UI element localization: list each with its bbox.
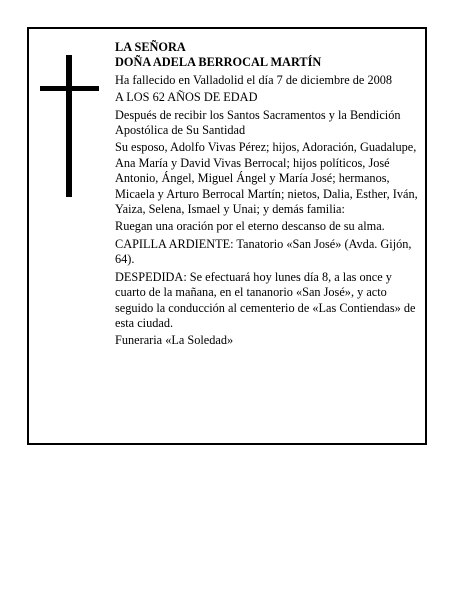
- cross-horizontal-bar: [40, 86, 99, 91]
- deceased-name: DOÑA ADELA BERROCAL MARTÍN: [115, 55, 322, 70]
- prayer-request: Ruegan una oración por el eterno descanso de su alma.: [115, 219, 385, 234]
- cross-vertical-bar: [66, 55, 72, 197]
- death-statement: Ha fallecido en Valladolid el día 7 de diciembre de 2008: [115, 72, 393, 87]
- obituary-notice: [27, 27, 427, 445]
- notice-title: LA SEÑORA: [115, 40, 186, 54]
- funeral-home: Funeraria «La Soledad»: [115, 333, 234, 348]
- chapel-info: CAPILLA ARDIENTE: Tanatorio «San José» (Avda. Gijón, 64).: [115, 236, 412, 267]
- farewell-info: DESPEDIDA: Se efectuará hoy lunes día 8, a las once y cuarto de la mañana, en el tananorio «San José», y acto seguido la conducción al cementerio de «Las Contiendas» de esta ciudad.: [115, 269, 416, 330]
- family-list: Su esposo, Adolfo Vivas Pérez; hijos, Adoración, Guadalupe, Ana María y David Vivas Berrocal; hijos políticos, José Antonio, Ángel, Miguel Ángel y María José; hermanos, Micaela y Arturo Berrocal Martín; nietos, Dalia, Esther, Iván, Yaiza, Selena, Ismael y Unai; y demás familia:: [115, 140, 418, 217]
- notice-text: [115, 40, 424, 351]
- age-statement: A LOS 62 AÑOS DE EDAD: [115, 90, 258, 105]
- sacraments-statement: Después de recibir los Santos Sacramentos y la Bendición Apostólica de Su Santidad: [115, 107, 401, 138]
